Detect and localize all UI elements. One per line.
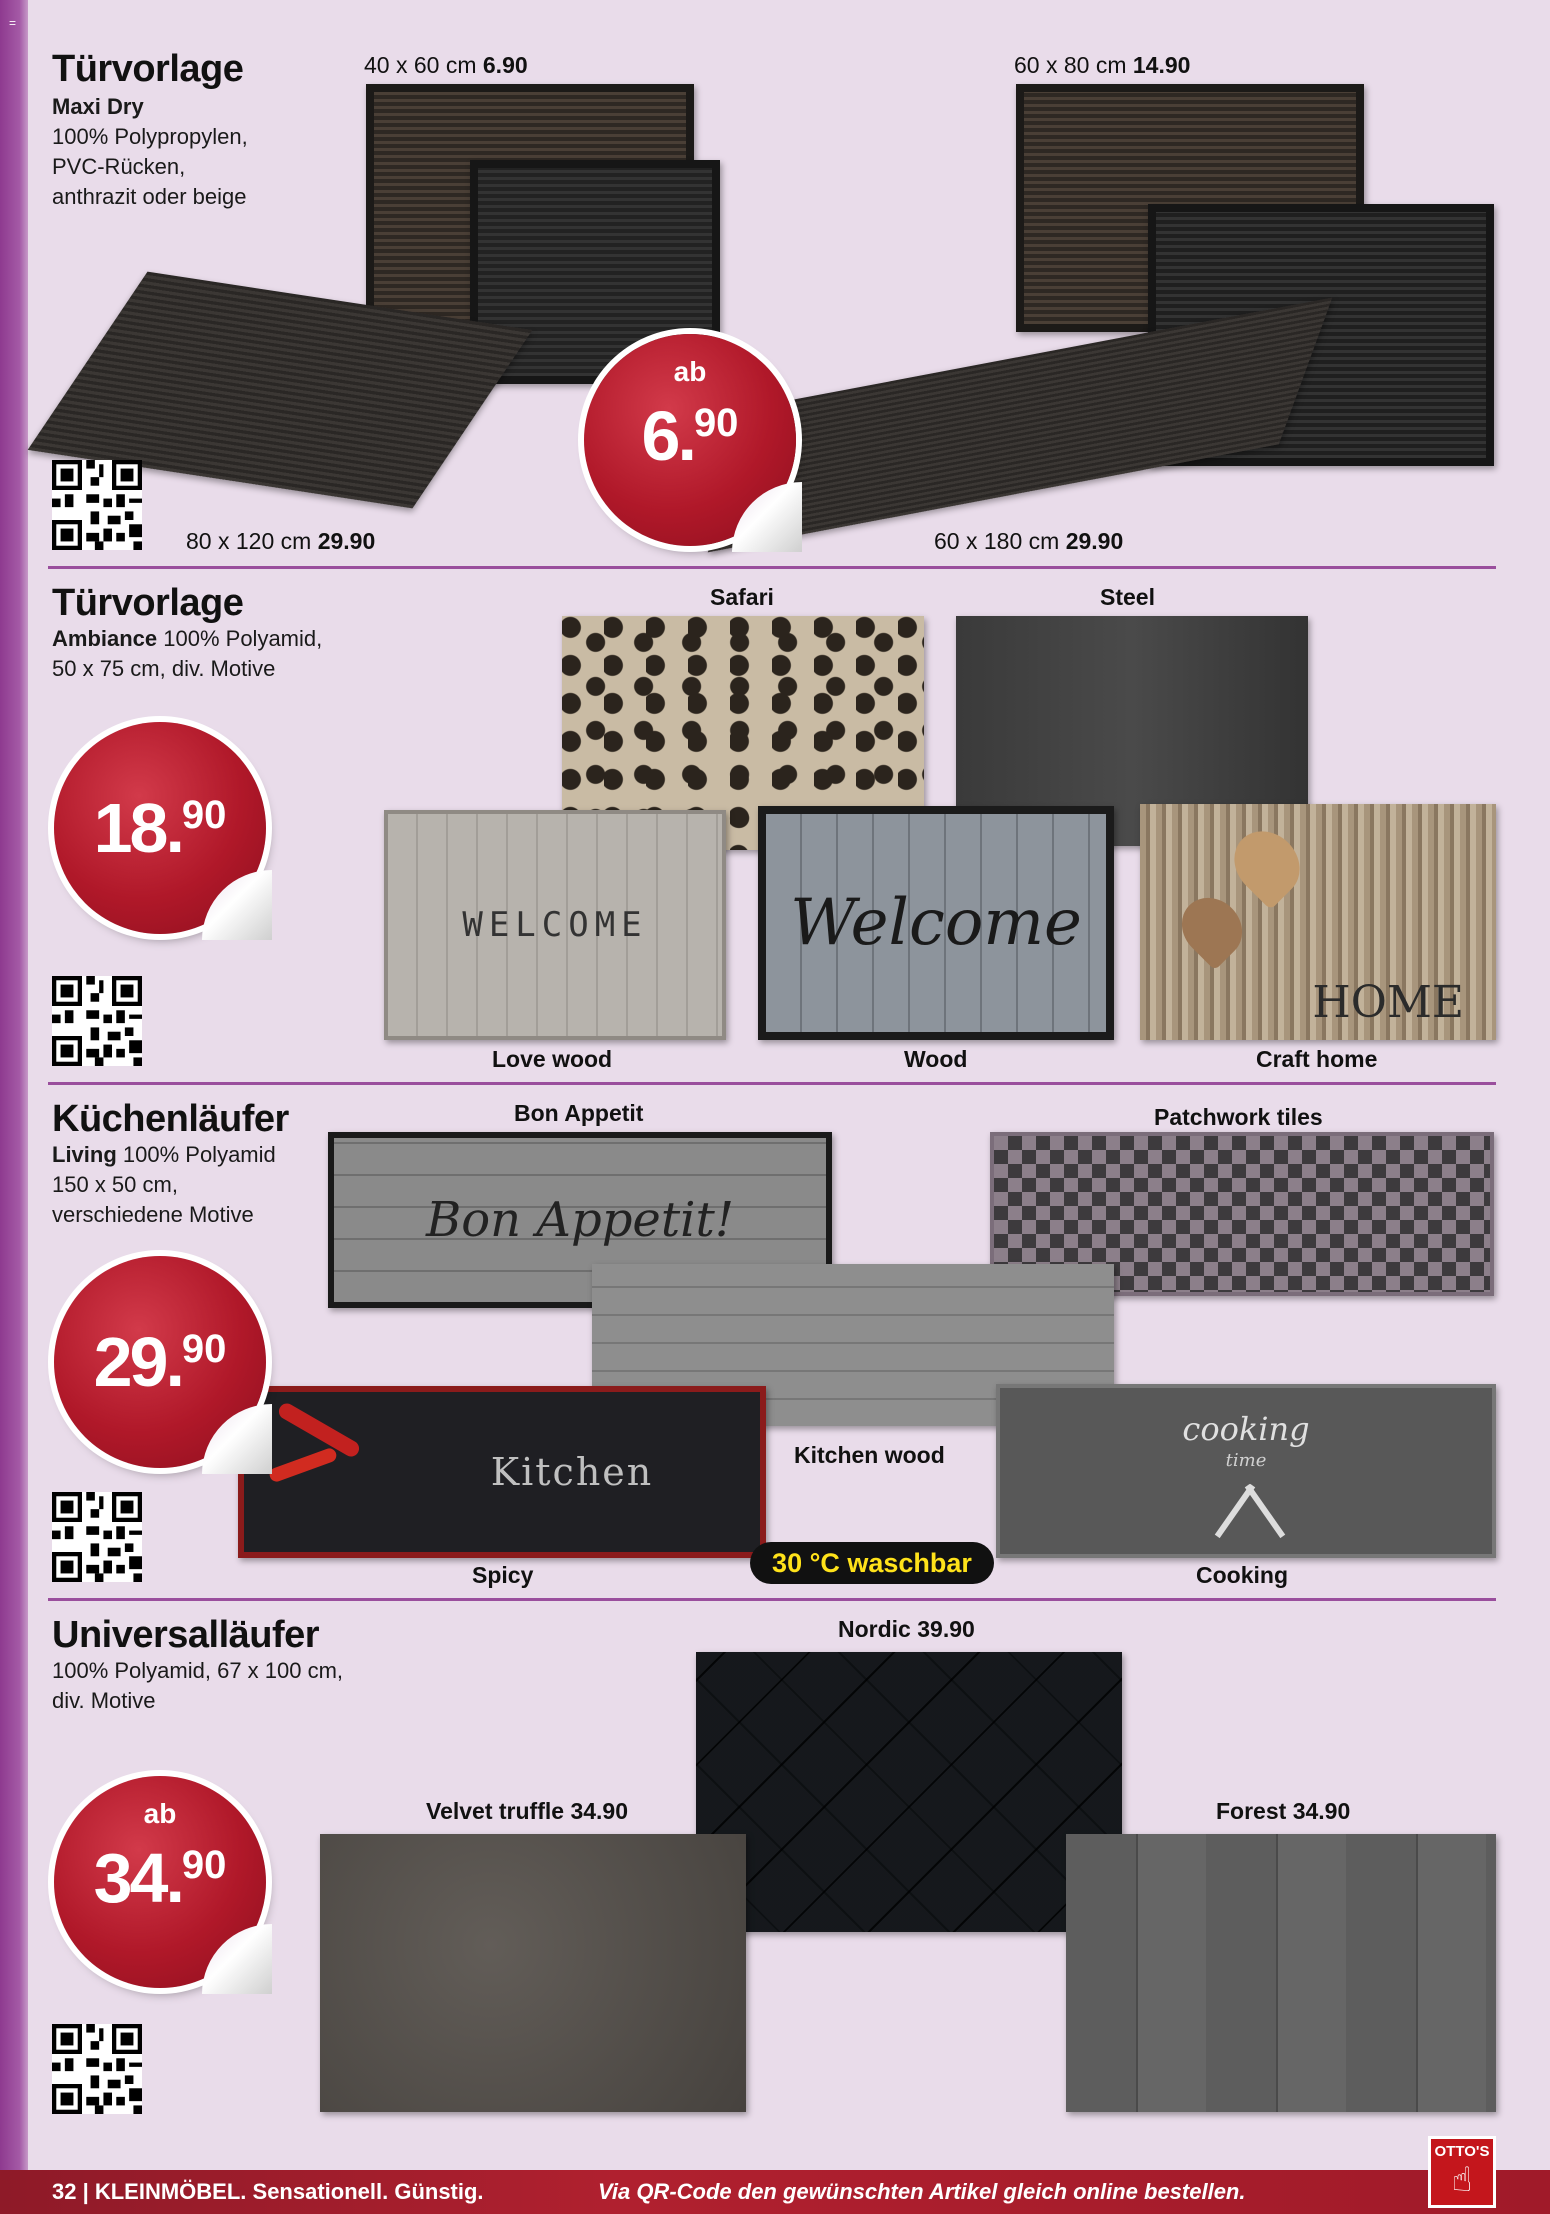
logo-text: OTTO'S [1434,2143,1490,2160]
motif-label: Nordic 39.90 [838,1616,975,1642]
mat-text: WELCOME [462,905,648,945]
section-divider [48,566,1496,569]
section1-desc-line: anthrazit oder beige [52,184,247,209]
runner-velvet-truffle [320,1834,746,2112]
runner-forest [1066,1834,1496,2112]
section4-desc-line: div. Motive [52,1688,156,1713]
page-number-section: 32 | KLEINMÖBEL. Sensationell. Günstig. [52,2179,484,2204]
section2-subtitle: Ambiance [52,626,158,651]
badge-curl [202,1404,272,1474]
badge-price: 34.90 [93,1839,227,1917]
mat-love-wood [384,810,726,1040]
price-badge [54,722,266,934]
motif-label: Velvet truffle 34.90 [426,1798,628,1824]
runner-spicy [238,1386,766,1558]
mat-text: time [1225,1450,1267,1471]
section3-title: Küchenläufer [52,1098,289,1140]
motif-label: Steel [1100,584,1155,610]
motif-label: Patchwork tiles [1154,1104,1323,1130]
edge-mark: = [9,16,17,30]
section2-title: Türvorlage [52,582,244,624]
size-label: 80 x 120 cm 29.90 [186,528,376,554]
edge-bar [0,0,28,2170]
qr-code[interactable] [52,460,142,550]
motif-label: Cooking [1196,1562,1288,1588]
size-label: 60 x 180 cm 29.90 [934,528,1124,554]
motif-label: Craft home [1256,1046,1378,1072]
price-badge [54,1776,266,1988]
section2-desc-line: 50 x 75 cm, div. Motive [52,656,276,681]
price-badge [584,334,796,546]
heart-shape [1170,886,1255,971]
badge-curl [732,482,802,552]
badge-prefix: ab [143,1798,177,1829]
spatula-icon [1245,1484,1285,1538]
badge-prefix: ab [673,356,707,387]
motif-label: Love wood [492,1046,613,1072]
badge-curl [202,1924,272,1994]
ottos-logo[interactable] [1428,2136,1496,2208]
mat-craft-home [1140,804,1496,1040]
qr-code[interactable] [52,976,142,1066]
badge-price: 29.90 [93,1323,227,1401]
badge-price: 6.90 [641,397,739,475]
mat-text: cooking [1182,1410,1310,1448]
mat-text: HOME [1312,977,1464,1028]
section4-title: Universalläufer [52,1614,320,1656]
size-label: 40 x 60 cm 6.90 [364,52,528,78]
motif-label: Kitchen wood [794,1442,945,1468]
chili-icon [268,1446,339,1483]
runner-cooking [996,1384,1496,1558]
section-divider [48,1598,1496,1601]
heart-shape [1221,818,1313,910]
motif-label: Spicy [472,1562,534,1588]
motif-label: Safari [710,584,774,610]
footer-bar [0,2170,1550,2214]
runner-nordic [696,1652,1122,1932]
hand-icon: ☝ [1451,2161,1473,2199]
section1-desc-line: 100% Polypropylen, [52,124,248,149]
motif-label: Wood [904,1046,968,1072]
section-divider [48,1082,1496,1085]
motif-label: Forest 34.90 [1216,1798,1351,1824]
section3-desc-line: verschiedene Motive [52,1202,254,1227]
section3-desc-line: 150 x 50 cm, [52,1172,178,1197]
section1-desc-line: PVC-Rücken, [52,154,186,179]
mat-text: Bon Appetit! [425,1192,735,1248]
section1-desc [52,92,248,212]
section1-title: Türvorlage [52,48,244,90]
section3-desc: Living 100% Polyamid 150 x 50 cm, verschiedene Motive [52,1140,276,1230]
badge-price: 18.90 [93,789,227,867]
qr-code[interactable] [52,1492,142,1582]
footer-note: Via QR-Code den gewünschten Artikel gleich online bestellen. [598,2179,1246,2204]
motif-label: Bon Appetit [514,1100,644,1126]
section2-desc: Ambiance 100% Polyamid, 50 x 75 cm, div. Motive [52,624,322,684]
section3-subtitle: Living [52,1142,117,1167]
wash-badge: 30 °C waschbar [750,1542,994,1584]
section4-desc [52,1656,343,1716]
badge-curl [202,870,272,940]
price-badge [54,1256,266,1468]
qr-code[interactable] [52,2024,142,2114]
mat-text: Kitchen [490,1450,654,1494]
mat-text: Welcome [790,886,1082,960]
section4-desc-line: 100% Polyamid, 67 x 100 cm, [52,1658,344,1683]
section1-subtitle: Maxi Dry [52,94,144,119]
size-label: 60 x 80 cm 14.90 [1014,52,1191,78]
mat-wood [758,806,1114,1040]
